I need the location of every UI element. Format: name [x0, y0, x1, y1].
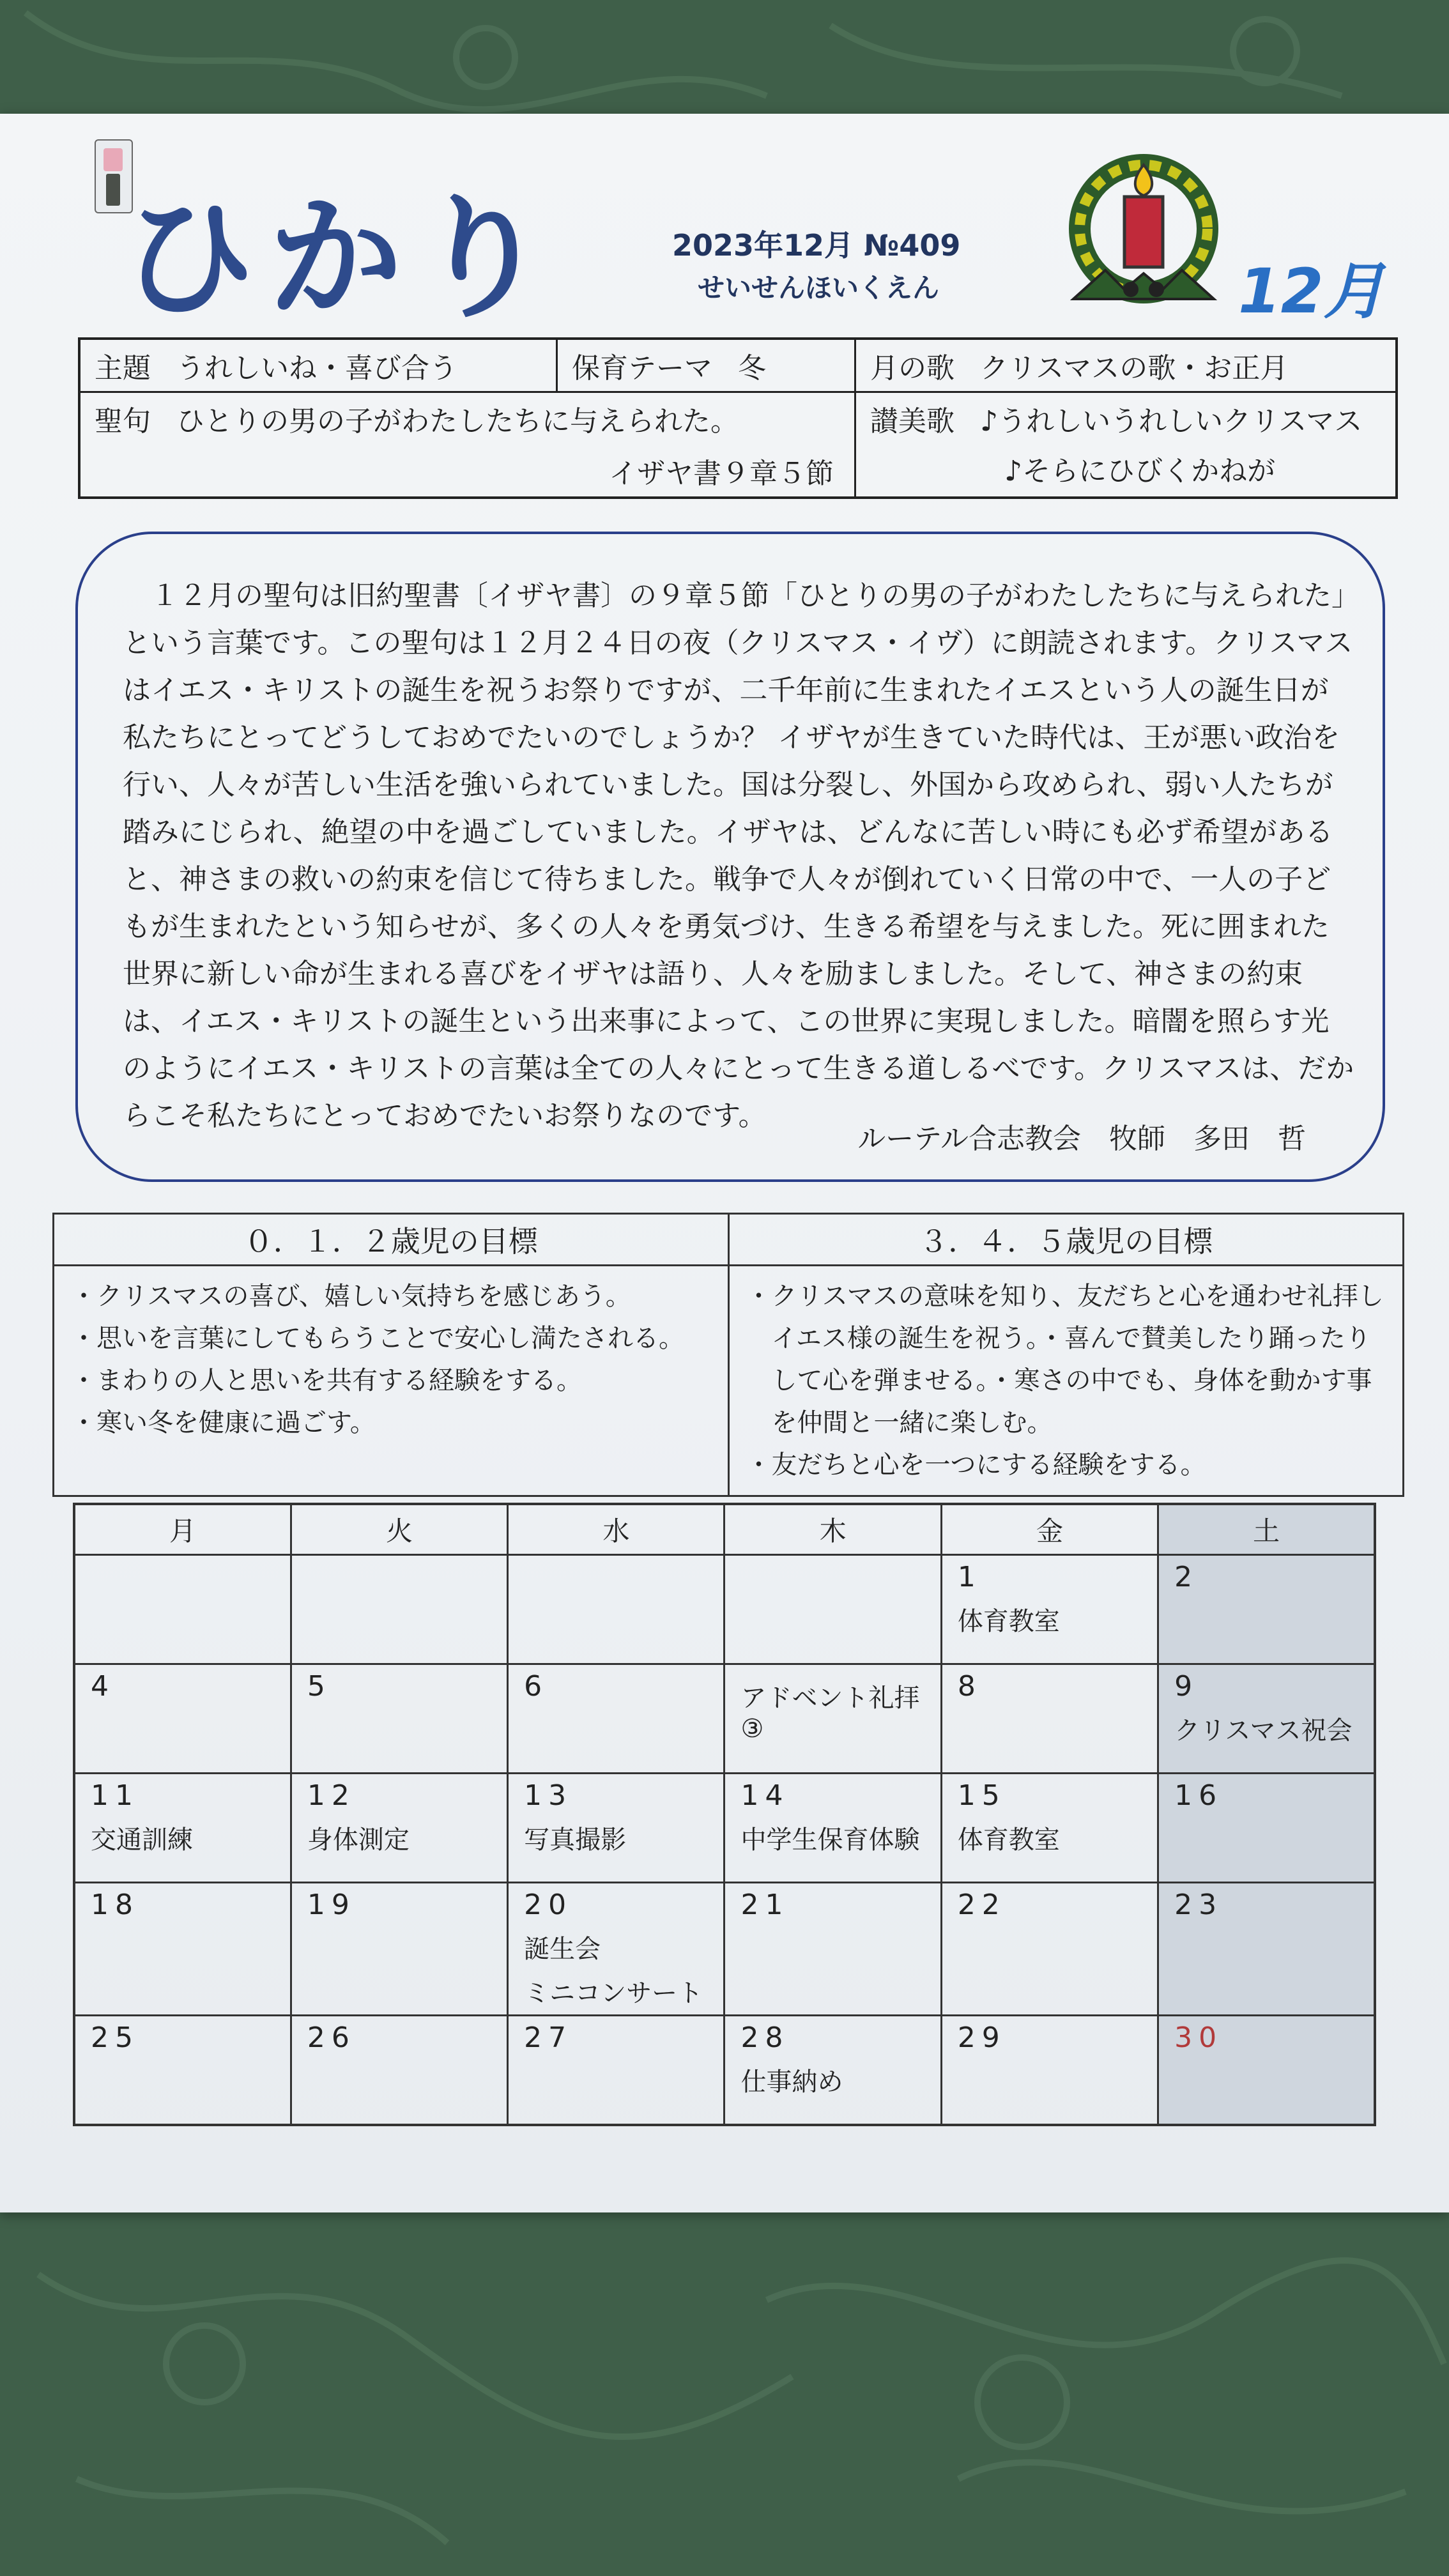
day-event: 中学生保育体験: [740, 1825, 920, 1855]
goal-item: して心を弾ませる。・寒さの中でも、身体を動かす事: [746, 1366, 1372, 1395]
calendar-day-cell: [74, 2016, 291, 2126]
day-number: 13: [524, 1779, 573, 1812]
calendar-day-cell: [1158, 1555, 1375, 1664]
day-event: クリスマス祝会: [1174, 1716, 1353, 1745]
calendar-week-row: [74, 2016, 1375, 2126]
calendar-day-cell: [724, 1774, 941, 1883]
song-key: 月の歌: [870, 352, 954, 385]
weekday-header: 土: [1158, 1504, 1375, 1555]
day-number: 30: [1174, 2021, 1223, 2054]
calendar-weekday-row: [74, 1504, 1375, 1555]
calendar-day-cell: [291, 1664, 507, 1774]
day-number: 14: [740, 1779, 790, 1812]
calendar-day-cell: [74, 1774, 291, 1883]
calendar-day-cell: [508, 1555, 724, 1664]
calendar-week-row: [74, 1664, 1375, 1774]
day-number: 12: [307, 1779, 356, 1812]
song-cell: [855, 339, 1397, 392]
calendar-day-cell: [74, 1664, 291, 1774]
day-number: 6: [524, 1670, 549, 1703]
hymn-line-1: ♪うれしいうれしいクリスマス: [980, 405, 1363, 438]
day-number: 22: [957, 1889, 1006, 1921]
day-number: 4: [91, 1670, 115, 1703]
goals-older-list: [728, 1266, 1404, 1496]
day-event: 体育教室: [957, 1825, 1060, 1855]
event-calendar: [73, 1503, 1376, 2126]
hymn-line-2: ♪そらにひびくかねが: [1004, 455, 1276, 487]
calendar-day-cell: [508, 1883, 724, 2016]
calendar-day-cell: [941, 1883, 1158, 2016]
day-event: 身体測定: [307, 1825, 410, 1855]
issue-date: 2023年12月 №409: [672, 228, 961, 263]
calendar-day-cell: [941, 1555, 1158, 1664]
day-number: 27: [524, 2021, 573, 2054]
day-number: 26: [307, 2021, 356, 2054]
day-number: 5: [307, 1670, 332, 1703]
day-event: 写真撮影: [524, 1825, 627, 1855]
calendar-day-cell: [941, 1774, 1158, 1883]
day-event: 交通訓練: [91, 1825, 193, 1855]
care-theme-value: 冬: [738, 352, 766, 385]
month-label: 12月: [1238, 256, 1385, 327]
goal-item: ・友だちと心を一つにする経験をする。: [746, 1450, 1206, 1480]
theme-key: 主題: [95, 352, 151, 385]
day-number: 8: [957, 1670, 982, 1703]
goals-table: [52, 1213, 1404, 1497]
verse-reference: イザヤ書９章５節: [609, 457, 834, 490]
day-number: 16: [1174, 1779, 1223, 1812]
verse-key: 聖句: [95, 405, 151, 438]
calendar-day-cell: [291, 1883, 507, 2016]
goal-item: ・寒い冬を健康に過ごす。: [71, 1408, 376, 1438]
day-event: アドベント礼拝③: [740, 1683, 920, 1744]
calendar-day-cell: [291, 1774, 507, 1883]
hymn-key: 讃美歌: [870, 405, 954, 438]
calendar-day-cell: [1158, 1883, 1375, 2016]
calendar-day-cell: [941, 1664, 1158, 1774]
day-event: 体育教室: [957, 1607, 1060, 1636]
hymn-cell: [855, 392, 1397, 498]
weekday-header: 金: [941, 1504, 1158, 1555]
day-number: 11: [91, 1779, 139, 1812]
pastor-message-text: １２月の聖句は旧約聖書〔イザヤ書〕の９章５節「ひとりの男の子がわたしたちに与えられた」という言葉です。この聖句は１２月２４日の夜（クリスマス・イヴ）に朗読されます。クリスマスはイエス・キリストの誕生を祝うお祭りですが、二千年前に生まれたイエスという人の誕生日が私たちにとってどうしておめでたいのでしょうか？ イザヤが生きていた時代は、王が悪い政治を行い、人々が苦しい生活を強いられていました。国は分裂し、外国から攻められ、弱い人たちが踏みにじられ、絶望の中を過ごしていました。イザヤは、どんなに苦しい時にも必ず希望があると、神さまの救いの約束を信じて待ちました。戦争で人々が倒れていく日常の中で、一人の子どもが生まれたという知らせが、多くの人々を勇気づけ、生きる希望を与えました。死に囲まれた世界に新しい命が生まれる喜びをイザヤは語り、人々を励ましました。そして、神さまの約束は、イエス・キリストの誕生という出来事によって、この世界に実現しました。暗闇を照らす光のようにイエス・キリストの言葉は全ての人々にとって生きる道しるべです。クリスマスは、だからこそ私たちにとっておめでたいお祭りなのです。: [123, 579, 1354, 1132]
theme-value: うれしいね・喜び合う: [176, 352, 457, 385]
calendar-day-cell: [724, 1664, 941, 1774]
day-number: 15: [957, 1779, 1006, 1812]
day-number: 19: [307, 1889, 356, 1921]
day-number: 23: [1174, 1889, 1223, 1921]
calendar-day-cell: [74, 1555, 291, 1664]
pastor-message-box: [75, 532, 1385, 1182]
calendar-day-cell: [1158, 1664, 1375, 1774]
goal-item: ・思いを言葉にしてもらうことで安心し満たされる。: [71, 1324, 684, 1353]
goal-item: ・まわりの人と思いを共有する経験をする。: [71, 1366, 582, 1395]
day-event: 誕生会: [524, 1935, 601, 1964]
day-number: 29: [957, 2021, 1006, 2054]
calendar-day-cell: [724, 1883, 941, 2016]
calendar-day-cell: [1158, 2016, 1375, 2126]
calendar-week-row: [74, 1774, 1375, 1883]
weekday-header: 木: [724, 1504, 941, 1555]
goals-young-header: ０．１．２歳児の目標: [54, 1214, 729, 1266]
day-event: ミニコンサート: [524, 1979, 703, 2008]
calendar-day-cell: [941, 2016, 1158, 2126]
goal-item: ・クリスマスの意味を知り、友だちと心を通わせ礼拝し: [746, 1282, 1384, 1311]
goals-older-header: ３．４．５歳児の目標: [728, 1214, 1404, 1266]
care-theme-key: 保育テーマ: [572, 352, 712, 385]
weekday-header: 火: [291, 1504, 507, 1555]
day-number: 20: [524, 1889, 573, 1921]
goal-item: を仲間と一緒に楽しむ。: [746, 1408, 1053, 1438]
calendar-day-cell: [508, 1664, 724, 1774]
calendar-day-cell: [724, 1555, 941, 1664]
day-event: 仕事納め: [740, 2067, 843, 2097]
clip-pink-tab: [103, 148, 123, 171]
day-number: 1: [957, 1561, 982, 1593]
calendar-day-cell: [291, 1555, 507, 1664]
day-number: 18: [91, 1889, 139, 1921]
school-name: せいせんほいくえん: [698, 272, 940, 303]
theme-cell: [79, 339, 557, 392]
calendar-day-cell: [724, 2016, 941, 2126]
calendar-body: [74, 1555, 1375, 2126]
clip-dark-tab: [106, 174, 120, 206]
day-number: 9: [1174, 1670, 1199, 1703]
goal-item: ・クリスマスの喜び、嬉しい気持ちを感じあう。: [71, 1282, 631, 1311]
song-value: クリスマスの歌・お正月: [980, 352, 1289, 385]
weekday-header: 月: [74, 1504, 291, 1555]
calendar-week-row: [74, 1883, 1375, 2016]
care-theme-cell: [557, 339, 855, 392]
calendar-day-cell: [508, 2016, 724, 2126]
verse-value: ひとりの男の子がわたしたちに与えられた。: [176, 405, 739, 438]
advent-wreath-illustration: [1048, 152, 1239, 318]
verse-cell: [79, 392, 855, 498]
calendar-week-row: [74, 1555, 1375, 1664]
calendar-day-cell: [291, 2016, 507, 2126]
newsletter-title: ひかり: [121, 180, 563, 337]
info-table: [78, 337, 1398, 499]
day-number: 28: [740, 2021, 790, 2054]
day-number: 21: [740, 1889, 790, 1921]
calendar-day-cell: [508, 1774, 724, 1883]
calendar-day-cell: [74, 1883, 291, 2016]
goals-young-list: [54, 1266, 729, 1496]
goal-item: イエス様の誕生を祝う。・喜んで賛美したり踊ったり: [746, 1324, 1371, 1353]
day-number: 2: [1174, 1561, 1199, 1593]
day-number: 25: [91, 2021, 139, 2054]
weekday-header: 水: [508, 1504, 724, 1555]
pastor-signature: ルーテル合志教会 牧師 多田 哲: [857, 1123, 1306, 1155]
calendar-day-cell: [1158, 1774, 1375, 1883]
